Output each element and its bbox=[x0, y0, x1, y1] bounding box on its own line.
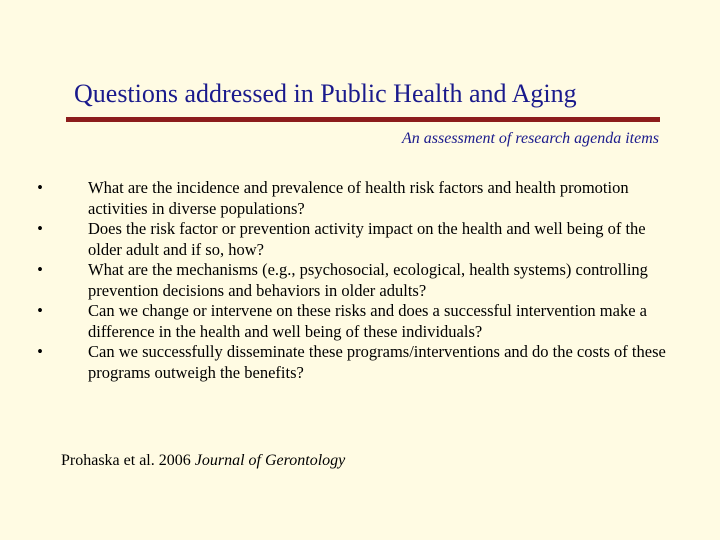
bullet-text: What are the incidence and prevalence of health risk factors and health promotion activities in diverse populations? bbox=[88, 178, 629, 218]
citation-journal: Journal of Gerontology bbox=[194, 452, 346, 469]
slide-title: Questions addressed in Public Health and Aging bbox=[74, 79, 577, 108]
bullet-dot-icon: • bbox=[37, 342, 43, 361]
citation bbox=[61, 451, 345, 471]
bullet-dot-icon: • bbox=[37, 178, 43, 197]
bullet-dot-icon: • bbox=[37, 219, 43, 238]
bullet-dot-icon: • bbox=[37, 301, 43, 320]
bullet-text: Can we successfully disseminate these programs/interventions and do the costs of these programs outweigh the benefits? bbox=[88, 342, 666, 382]
bullet-item bbox=[30, 260, 670, 301]
bullet-item bbox=[30, 219, 670, 260]
title-divider bbox=[66, 117, 660, 122]
bullet-list bbox=[30, 178, 670, 383]
bullet-text: Does the risk factor or prevention activity impact on the health and well being of the older adult and if so, how? bbox=[88, 219, 646, 259]
citation-authors: Prohaska et al. 2006 bbox=[61, 452, 195, 469]
bullet-item bbox=[30, 301, 670, 342]
bullet-dot-icon: • bbox=[37, 260, 43, 279]
bullet-item bbox=[30, 178, 670, 219]
bullet-text: Can we change or intervene on these risks and does a successful intervention make a difference in the health and well being of these individuals? bbox=[88, 301, 647, 341]
bullet-text: What are the mechanisms (e.g., psychosocial, ecological, health systems) controlling prevention decisions and behaviors in older adults? bbox=[88, 260, 648, 300]
bullet-item bbox=[30, 342, 670, 383]
slide-subtitle: An assessment of research agenda items bbox=[402, 130, 659, 147]
